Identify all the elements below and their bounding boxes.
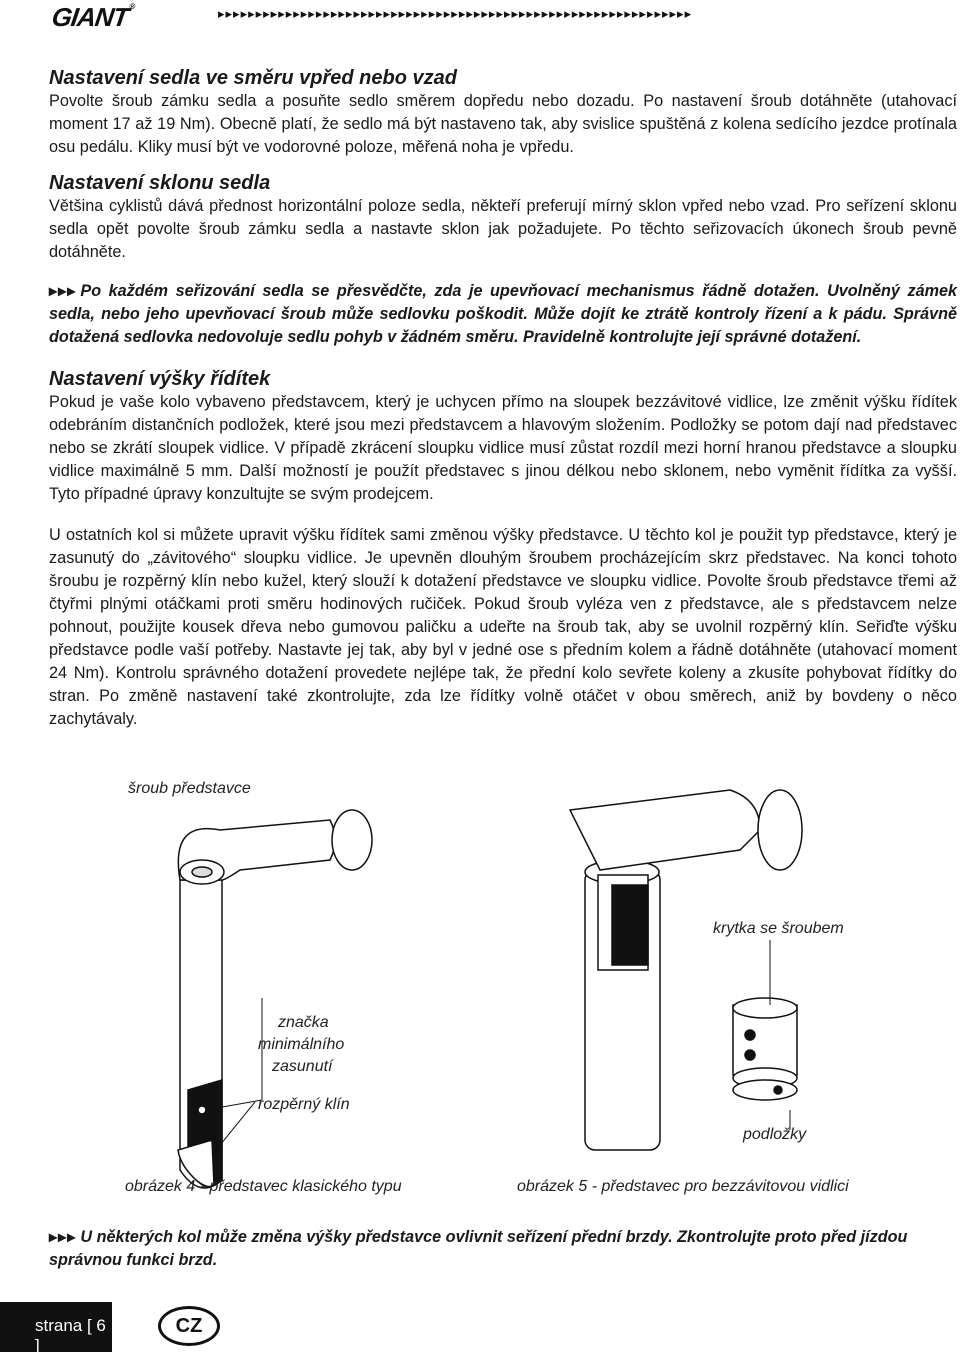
warning-saddle: ▸▸▸ Po každém seřizování sedla se přesvědčte, zda je upevňovací mechanismus řádně dotažen. Uvolněný zámek sedla, nebo jeho upevňovací šroub může sedlovku poškodit. Může dojít ke ztrátě kontroly řízení a k pádu. Správně dotažená sedlovka nedovoluje sedlu pohyb v žádném směru. Pravidelně kontrolujte její správné dotažení. — [49, 282, 957, 346]
section-body-handlebar-1: Pokud je vaše kolo vybaveno představcem, který je uchycen přímo na sloupek bezzávitové vidlice, lze změnit výšku řídítek odebráním distančních podložek, které jsou mezi představcem a hlavovým složením. Podložky se potom dají nad představec nebo se zkrátí sloupek vidlice. V případě zkrácení sloupku vidlice musí zůstat rozdíl mezi horní hranou představce a sloupku vidlice maximálně 5 mm. Další možností je použít představec s jinou délkou nebo sklonem, nebo vyměnit řídítka za vyšší. Tyto případné úpravy konzultujte se svým prodejcem. — [49, 393, 957, 503]
label-min-insert-3: zasunutí — [272, 1058, 333, 1075]
page-header — [0, 0, 960, 30]
section-title-saddle-position: Nastavení sedla ve směru vpřed nebo vzad — [49, 67, 457, 89]
warning-arrows-icon: ▸▸▸ — [49, 1228, 77, 1246]
page-number: strana [ 6 ] — [35, 1316, 106, 1355]
section-body-saddle-position: Povolte šroub zámku sedla a posuňte sedlo směrem dopředu nebo dozadu. Po nastavení šroub dotáhněte (utahovací moment 17 až 19 Nm). Obecně platí, že sedlo má být nastaveno tak, aby svislice spuštěná z kolena sedícího jezdce protínala osu pedálu. Kliky musí být ve vodorovné poloze, měřená noha je vpředu. — [49, 92, 957, 156]
stem-figure — [0, 760, 960, 1220]
main-content — [49, 66, 957, 731]
label-min-insert-1: značka — [278, 1014, 329, 1031]
section-title-handlebar-height: Nastavení výšky řídítek — [49, 368, 271, 390]
page-number-box — [0, 1302, 112, 1355]
caption-figure-5: obrázek 5 - představec pro bezzávitovou vidlici — [517, 1178, 849, 1195]
header-arrow-strip: ▸▸▸▸▸▸▸▸▸▸▸▸▸▸▸▸▸▸▸▸▸▸▸▸▸▸▸▸▸▸▸▸▸▸▸▸▸▸▸▸▸▸▸▸▸▸▸▸▸▸▸▸▸▸▸▸▸▸▸▸▸▸▸ — [218, 6, 693, 21]
warning-arrows-icon: ▸▸▸ — [49, 282, 77, 300]
section-title-saddle-tilt: Nastavení sklonu sedla — [49, 172, 271, 194]
giant-logo: GIANT® — [49, 2, 135, 32]
threadless-stem-drawing — [570, 790, 802, 1150]
label-cap-screw: krytka se šroubem — [713, 920, 844, 937]
label-stem-screw: šroub představce — [128, 780, 251, 797]
section-body-saddle-tilt: Většina cyklistů dává přednost horizontální poloze sedla, někteří preferují mírný sklon vpřed nebo vzad. Pro seřízení sklonu sedla opět povolte šroub zámku sedla a nastavte sklon jak požadujete. Po těchto seřizovacích úkonech šroub pevně dotáhněte. — [49, 197, 957, 261]
language-badge: CZ — [158, 1306, 220, 1346]
caption-figure-4: obrázek 4 - představec klasického typu — [125, 1178, 402, 1195]
label-expander-wedge: rozpěrný klín — [258, 1096, 350, 1113]
warning-brake: ▸▸▸ U některých kol může změna výšky představce ovlivnit seřízení přední brzdy. Zkontrolujte proto před jízdou správnou funkci brzd. — [49, 1228, 908, 1269]
label-spacers: podložky — [743, 1126, 807, 1143]
quill-stem-drawing — [178, 810, 372, 1188]
stem-illustration — [0, 760, 960, 1220]
section-body-handlebar-2: U ostatních kol si můžete upravit výšku řídítek sami změnou výšky představce. U těchto kol je použit typ představce, který je zasunutý do „závitového“ sloupku vidlice. Je upevněn dlouhým šroubem procházejícím skrz představec. Na konci tohoto šroubu je rozpěrný klín nebo kužel, který slouží k dotažení představce ve sloupku vidlice. Povolte šroub představce třemi až čtyřmi plnými otáčkami proti směru hodinových ručiček. Pokud šroub vyléza ven z představce, ale s představcem nelze pohnout, použijte kousek dřeva nebo gumovou paličku a udeřte na šroub tak, aby se uvolnil rozpěrný klín. Seřiďte výšku představce podle vaší potřeby. Nastavte jej tak, aby byl v jedné ose s předním kolem a řádně dotáhněte (utahovací moment 24 Nm). Kontrolu správného dotažení provedete nejlépe tak, že přední kolo sevřete koleny a zkusíte pohybovat řídítky do stran. Po změně nastavení také zkontrolujte, zda lze řídítky volně otáčet v obou směrech, aniž by bovdeny o něco zachytávaly. — [49, 526, 957, 728]
label-min-insert-2: minimálního — [258, 1036, 345, 1053]
